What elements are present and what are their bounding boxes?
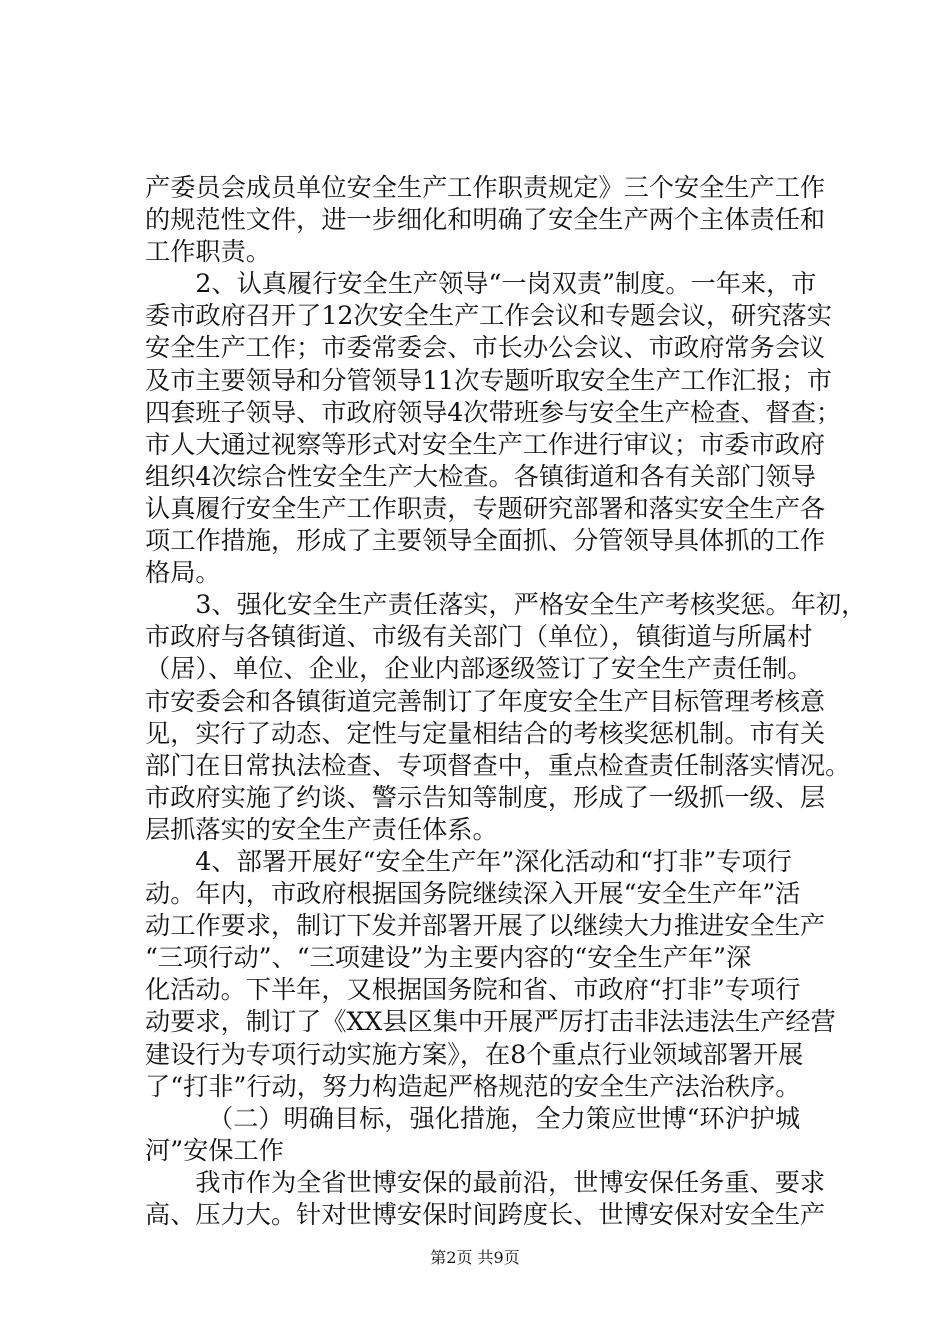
text-line: 认真履行安全生产工作职责，专题研究部署和落实安全生产各 bbox=[145, 493, 826, 523]
text-line: （居）、单位、企业，企业内部逐级签订了安全生产责任制。 bbox=[145, 654, 813, 684]
text-line: 见，实行了动态、定性与定量相结合的考核奖惩机制。市有关 bbox=[145, 718, 826, 748]
text-line: 市安委会和各镇街道完善制订了年度安全生产目标管理考核意 bbox=[145, 686, 826, 716]
text-line: “三项行动”、“三项建设”为主要内容的“安全生产年”深 bbox=[145, 943, 752, 973]
text-line: 4、部署开展好“安全生产年”深化活动和“打非”专项行 bbox=[145, 846, 792, 876]
document-body bbox=[145, 172, 867, 1231]
text-line: 产委员会成员单位安全生产工作职责规定》三个安全生产工作 bbox=[145, 173, 826, 202]
text-line: 动工作要求，制订下发并部署开展了以继续大力推进安全生产 bbox=[145, 911, 826, 941]
text-line: 四套班子领导、市政府领导4次带班参与安全生产检查、督查； bbox=[145, 397, 842, 427]
text-line: 市政府实施了约谈、警示告知等制度，形成了一级抓一级、层 bbox=[145, 782, 826, 812]
text-line: 市人大通过视察等形式对安全生产工作进行审议；市委市政府 bbox=[145, 429, 826, 459]
text-line: 我市作为全省世博安保的最前沿，世博安保任务重、要求 bbox=[145, 1167, 826, 1197]
page-footer: 第2页 共9页 bbox=[430, 1248, 520, 1267]
text-line: 了“打非”行动，努力构造起严格规范的安全生产法治秩序。 bbox=[145, 1071, 801, 1101]
text-line: 化活动。下半年，又根据国务院和省、市政府“打非”专项行 bbox=[145, 975, 801, 1005]
text-line: 及市主要领导和分管领导11次专题听取安全生产工作汇报；市 bbox=[145, 365, 832, 395]
text-line: 高、压力大。针对世博安保时间跨度长、世博安保对安全生产 bbox=[145, 1200, 826, 1229]
text-line: （二）明确目标，强化措施，全力策应世博“环沪护城 bbox=[145, 1103, 801, 1133]
text-line: 委市政府召开了12次安全生产工作会议和专题会议，研究落实 bbox=[145, 301, 832, 331]
text-line: 建设行为专项行动实施方案》，在8个重点行业领域部署开展 bbox=[145, 1039, 804, 1069]
text-line: 2、认真履行安全生产领导“一岗双责”制度。一年来，市 bbox=[145, 269, 817, 299]
text-line: 市政府与各镇街道、市级有关部门（单位），镇街道与所属村 bbox=[145, 622, 813, 652]
text-line: 的规范性文件，进一步细化和明确了安全生产两个主体责任和 bbox=[145, 205, 826, 235]
text-line: 项工作措施，形成了主要领导全面抓、分管领导具体抓的工作 bbox=[145, 526, 826, 556]
text-line: 组织4次综合性安全生产大检查。各镇街道和各有关部门领导 bbox=[145, 461, 816, 491]
text-line: 工作职责。 bbox=[145, 237, 271, 267]
text-line: 安全生产工作；市委常委会、市长办公会议、市政府常务会议 bbox=[145, 333, 826, 363]
text-line: 格局。 bbox=[145, 558, 221, 588]
text-line: 河”安保工作 bbox=[145, 1135, 284, 1165]
text-line: 3、强化安全生产责任落实，严格安全生产考核奖惩。年初， bbox=[145, 590, 867, 620]
text-line: 层抓落实的安全生产责任体系。 bbox=[145, 814, 498, 844]
text-line: 动。年内，市政府根据国务院继续深入开展“安全生产年”活 bbox=[145, 879, 801, 909]
text-line: 部门在日常执法检查、专项督查中，重点检查责任制落实情况。 bbox=[145, 750, 851, 780]
text-line: 动要求，制订了《XX县区集中开展严厉打击非法违法生产经营 bbox=[145, 1007, 836, 1037]
